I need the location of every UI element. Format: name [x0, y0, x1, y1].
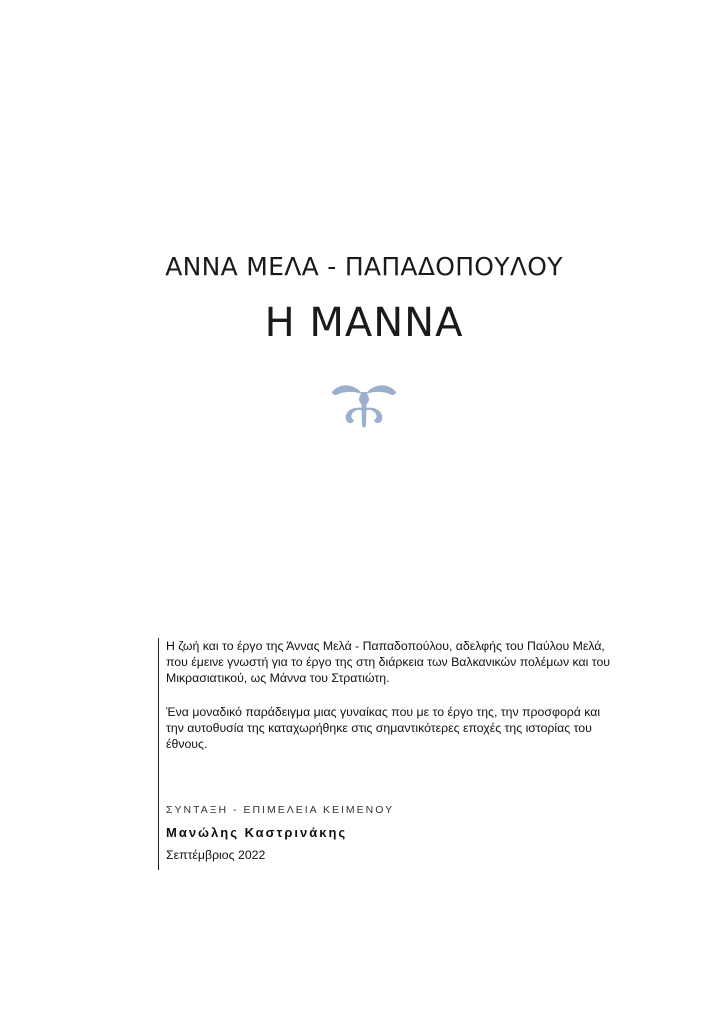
ornament-bud: [359, 393, 369, 405]
ornament-left-leaf: [332, 385, 362, 395]
author-name: ΑΝΝΑ ΜΕΛΑ - ΠΑΠΑΔΟΠΟΥΛΟΥ: [165, 252, 563, 281]
description-paragraph-2: Ένα μοναδικό παράδειγμα μιας γυναίκας που με το έργο της, την προσφορά και την αυτοθυσία της καταχωρήθηκε στις σημαντικότερες εποχές της ιστορίας του έθνους.: [166, 705, 601, 751]
editor-name: Μανώλης Καστρινάκης: [166, 825, 348, 840]
floral-ornament-icon: [330, 380, 398, 432]
ornament-left-curl: [346, 408, 363, 423]
ornament-right-curl: [365, 408, 382, 423]
credits-label: ΣΥΝΤΑΞΗ - ΕΠΙΜΕΛΕΙΑ ΚΕΙΜΕΝΟΥ: [166, 804, 395, 816]
book-title: Η ΜΑΝΝΑ: [264, 300, 464, 346]
publication-date: Σεπτέμβριος 2022: [166, 848, 266, 862]
ornament-right-leaf: [366, 385, 396, 395]
description-paragraph-1: Η ζωή και το έργο της Άννας Μελά - Παπαδοπούλου, αδελφής του Παύλου Μελά, που έμεινε γνωστή για το έργο της στη διάρκεια των Βαλκανικών πολέμων και του Μικρασιατικού, ως Μάννα του Στρατιώτη.: [166, 639, 611, 685]
description-block: [158, 638, 618, 870]
